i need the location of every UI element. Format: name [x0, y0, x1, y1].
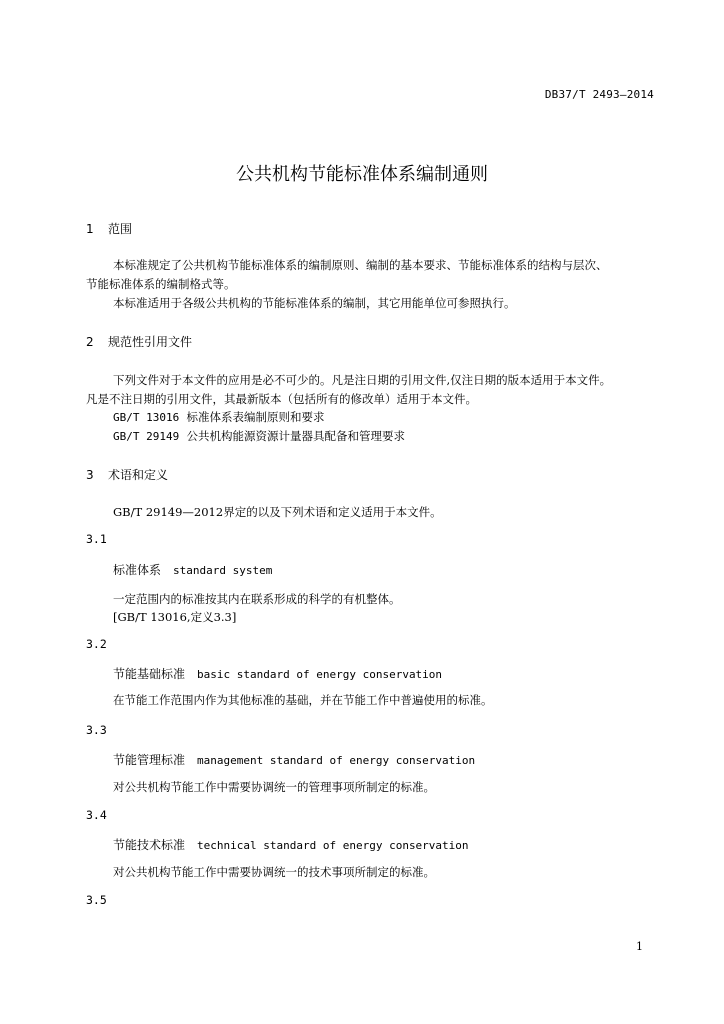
term-definition: 对公共机构节能工作中需要协调统一的管理事项所制定的标准。 — [113, 780, 435, 794]
reference-name: 公共机构能源资源计量器具配备和管理要求 — [186, 429, 406, 443]
document-title: 公共机构节能标准体系编制通则 — [236, 164, 488, 185]
term-en: technical standard of energy conservation — [197, 839, 469, 852]
term-entry — [113, 751, 475, 768]
term-number: 3.2 — [86, 637, 107, 651]
section-heading-terms — [86, 466, 168, 483]
section-number: 1 — [86, 222, 94, 236]
paragraph: GB/T 29149—2012界定的以及下列术语和定义适用于本文件。 — [113, 505, 442, 519]
term-definition: 一定范围内的标准按其内在联系形成的科学的有机整体。 — [113, 592, 401, 606]
section-number: 2 — [86, 335, 94, 349]
term-en: management standard of energy conservation — [197, 754, 476, 767]
term-number: 3.3 — [86, 723, 107, 737]
paragraph: 节能标准体系的编制格式等。 — [86, 277, 236, 291]
term-entry — [113, 836, 469, 853]
page-number: 1 — [636, 940, 643, 953]
section-heading-normative-references — [86, 333, 192, 350]
term-cn: 节能基础标准 — [113, 667, 186, 681]
section-title: 范围 — [108, 222, 133, 236]
term-number: 3.1 — [86, 532, 107, 546]
term-entry — [113, 665, 442, 682]
term-definition: 在节能工作范围内作为其他标准的基础，并在节能工作中普遍使用的标准。 — [113, 693, 493, 707]
reference-code: GB/T 29149 — [113, 430, 180, 443]
reference-item — [113, 427, 405, 446]
paragraph: 下列文件对于本文件的应用是必不可少的。凡是注日期的引用文件,仅注日期的版本适用于本文件。 — [113, 373, 612, 387]
paragraph: 凡是不注日期的引用文件，其最新版本（包括所有的修改单）适用于本文件。 — [86, 392, 477, 406]
section-heading-scope — [86, 220, 132, 237]
reference-item — [113, 408, 325, 427]
term-number: 3.4 — [86, 808, 107, 822]
term-en: standard system — [173, 564, 273, 577]
section-number: 3 — [86, 468, 94, 482]
term-source: [GB/T 13016,定义3.3] — [113, 610, 237, 624]
term-cn: 标准体系 — [113, 563, 162, 577]
term-cn: 节能管理标准 — [113, 753, 186, 767]
term-cn: 节能技术标准 — [113, 838, 186, 852]
term-definition: 对公共机构节能工作中需要协调统一的技术事项所制定的标准。 — [113, 865, 435, 879]
term-en: basic standard of energy conservation — [197, 668, 443, 681]
reference-code: GB/T 13016 — [113, 411, 180, 424]
reference-name: 标准体系表编制原则和要求 — [186, 410, 325, 424]
standard-code: DB37/T 2493—2014 — [544, 88, 654, 101]
paragraph: 本标准适用于各级公共机构的节能标准体系的编制，其它用能单位可参照执行。 — [113, 296, 516, 310]
section-title: 规范性引用文件 — [108, 335, 193, 349]
paragraph: 本标准规定了公共机构节能标准体系的编制原则、编制的基本要求、节能标准体系的结构与层次、 — [113, 258, 608, 272]
section-title: 术语和定义 — [108, 468, 169, 482]
term-number: 3.5 — [86, 893, 107, 907]
term-entry — [113, 561, 272, 578]
